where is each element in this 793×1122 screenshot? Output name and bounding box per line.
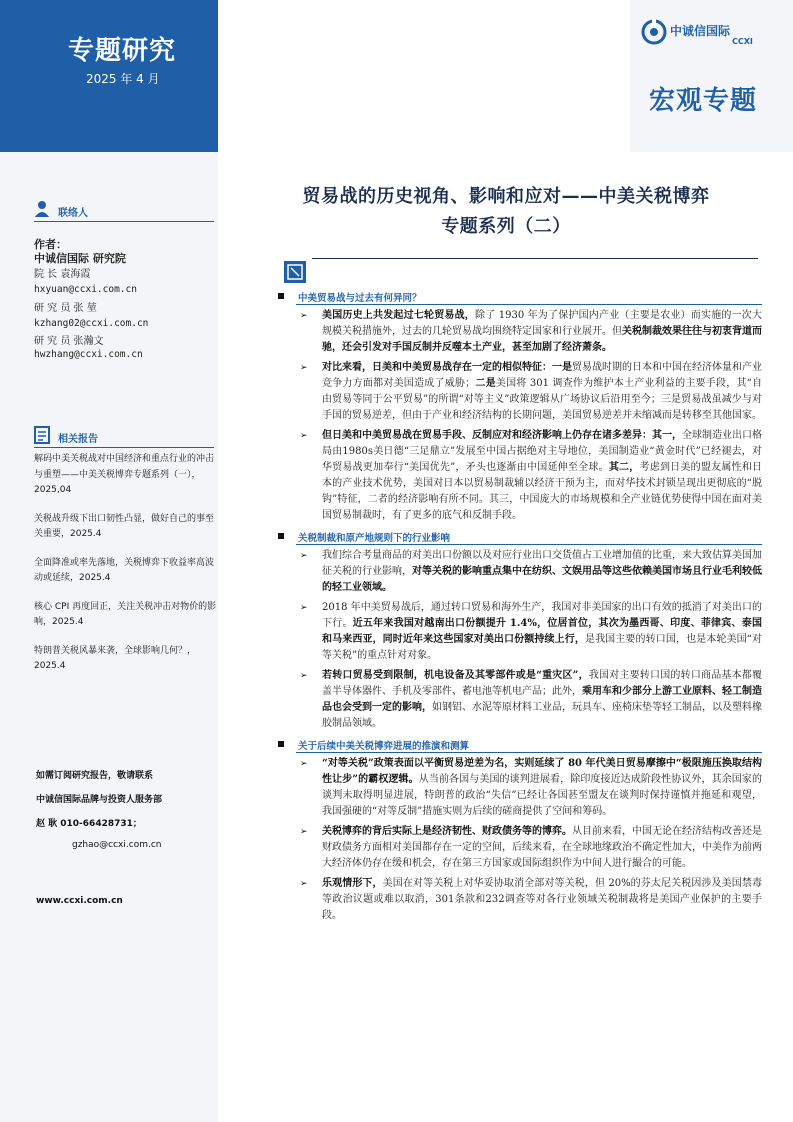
- logo-name: 中诚信国际: [670, 24, 731, 38]
- person-icon: [34, 200, 50, 218]
- related-report-link[interactable]: 特朗普关税风暴来袭，全球影响几何？，2025.4: [34, 645, 197, 671]
- bullet-paragraph: ➢ 关税博弈的背后实际上是经济韧性、财政债务等的博弈。从目前来看，中国无论在经济结构改善还是财政债务方面相对美国都存在一定的空间，后续来看，在全球地缘政治不确定性加大，中美作为前两大经济体仍存在缓和机会，存在第三方国家或国际组织作为中间人进行撮合的可能。: [300, 826, 762, 869]
- divider: [34, 221, 214, 222]
- arrow-bullet-icon: ➢: [300, 551, 308, 561]
- header-banner: [0, 0, 218, 152]
- main-content: [274, 288, 762, 928]
- bullet-square-icon: [278, 741, 284, 747]
- logo-mark-icon: [640, 18, 668, 46]
- subscribe-line: 如需订阅研究报告，敬请联系: [36, 771, 154, 781]
- arrow-bullet-icon: ➢: [300, 759, 308, 769]
- contact-heading: 联络人: [58, 208, 88, 219]
- bullet-paragraph: ➢ 2018 年中美贸易战后，通过转口贸易和海外生产，我国对非美国家的出口有效的抵消了对美出口的下行。近五年来我国对越南出口份额提升 1.4%，位居首位，其次为墨西哥、印度、菲律宾、泰国和马来西亚，同时近年来这些国家对美出口份额持续上行，是我国主要的转口国，也是本轮美国“对等关税”的重点针对对象。: [300, 602, 762, 661]
- author-role: 研 究 员 张瀚文: [34, 336, 104, 347]
- divider: [34, 447, 214, 448]
- contact-email[interactable]: gzhao@ccxi.com.cn: [72, 840, 162, 850]
- bullet-paragraph: ➢ 但日美和中美贸易战在贸易手段、反制应对和经济影响上仍存在诸多差异：其一，全球制造业出口格局由1980s美日德“三足鼎立”发展至中国占据绝对主导地位，美国制造业“黄金时代”已经褪去，对华贸易战更加奉行“美国优先”，矛头也逐渐由中国延伸至全球。其二，考虑到日美的盟友属性和日本的产业技术优势，美国对日本以贸易制裁辅以经济干预为主，而对华技术封锁呈现出更彻底的“脱钩”特征，二者的经济影响有所不同。其三，中国庞大的市场规模和全产业链优势使得中国在面对美国贸易制裁时，有了更多的底气和反制手段。: [300, 430, 762, 521]
- related-report-link[interactable]: 解码中美关税战对中国经济和重点行业的冲击与重塑——中美关税博弈专题系列（一），2025,04: [34, 454, 215, 495]
- header-spacer: [218, 0, 630, 152]
- arrow-bullet-icon: ➢: [300, 827, 308, 837]
- author-email[interactable]: kzhang02@ccxi.com.cn: [34, 318, 149, 329]
- report-category: 专题研究: [68, 36, 177, 66]
- section-heading: 中美贸易战与过去有何异同？: [274, 288, 762, 305]
- section-heading: 关于后续中美关税博弈进展的推演和测算: [274, 736, 762, 753]
- related-report-link[interactable]: 关税战升级下出口韧性凸显，做好自己的事至关重要，2025.4: [34, 513, 215, 539]
- bullet-square-icon: [278, 533, 284, 539]
- contact-section-header: [34, 200, 204, 224]
- arrow-bullet-icon: ➢: [300, 603, 308, 613]
- report-date: 2025 年 4 月: [86, 72, 160, 86]
- section-heading: 关税制裁和原产地规则下的行业影响: [274, 528, 762, 545]
- bullet-paragraph: ➢ 乐观情形下，美国在对等关税上对华妥协取消全部对等关税，但 20%的芬太尼关税因涉及美国禁毒等政治议题或难以取消，301条款和232调查等对各行业领域关税制裁将是美国产业保护的主要手段。: [300, 878, 762, 921]
- arrow-bullet-icon: ➢: [300, 671, 308, 681]
- report-icon: [34, 426, 50, 444]
- website-link[interactable]: www.ccxi.com.cn: [36, 896, 123, 906]
- contact-phone: 赵 耿 010-66428731；: [36, 819, 142, 829]
- report-title: 贸易战的历史视角、影响和应对——中美关税博弈: [302, 186, 710, 207]
- related-report-link[interactable]: 全面降准或率先落地，关税博弈下收益率高波动或延续，2025.4: [34, 557, 215, 583]
- related-report-link[interactable]: 核心 CPI 再度回正，关注关税冲击对物价的影响，2025.4: [34, 601, 217, 627]
- related-heading: 相关报告: [58, 434, 98, 445]
- arrow-bullet-icon: ➢: [300, 431, 308, 441]
- report-type: 宏观专题: [648, 86, 757, 116]
- service-dept: 中诚信国际品牌与投资人服务部: [36, 795, 163, 805]
- author-role: 院 长 袁海霞: [34, 269, 91, 280]
- summary-icon: [284, 261, 306, 283]
- arrow-bullet-icon: ➢: [300, 363, 308, 373]
- bullet-paragraph: ➢ 我们综合考量商品的对美出口份额以及对应行业出口交货值占工业增加值的比重，来大致估算美国加征关税的行业影响，对等关税的影响重点集中在纺织、文娱用品等这些依赖美国市场且行业毛利较低的轻工业领域。: [300, 550, 762, 593]
- arrow-bullet-icon: ➢: [300, 311, 308, 321]
- logo-en: CCXI: [732, 37, 753, 46]
- institute: 中诚信国际 研究院: [34, 252, 126, 265]
- bullet-paragraph: ➢ “对等关税”政策表面以平衡贸易逆差为名，实则延续了 80 年代美日贸易摩擦中“极限施压换取结构性让步”的霸权逻辑。从当前各国与美国的谈判进展看，除印度接近达成阶段性协议外，其余国家的谈判未取得明显进展，特朗普的政治“失信”已经让各国甚至盟友在谈判时保持谨慎并拖延和观望，我国强硬的“对等反制”措施实则为后续的磋商提供了空间和筹码。: [300, 758, 762, 817]
- arrow-bullet-icon: ➢: [300, 879, 308, 889]
- author-label: 作者：: [34, 238, 67, 251]
- bullet-paragraph: ➢ 美国历史上共发起过七轮贸易战，除了 1930 年为了保护国内产业（主要是农业）而实施的一次大规模关税措施外，过去的几轮贸易战均围绕特定国家和行业展开。但关税制裁效果往往与初衷背道而驰，还会引发对手国反制并反噬本土产业，甚至加剧了经济萧条。: [300, 310, 762, 353]
- related-section-header: [34, 426, 204, 450]
- report-subtitle: 专题系列（二）: [441, 216, 571, 237]
- company-logo: [640, 18, 780, 52]
- author-role: 研 究 员 张 堃: [34, 303, 97, 314]
- bullet-square-icon: [278, 293, 284, 299]
- title-divider: [312, 258, 758, 259]
- bullet-paragraph: ➢ 若转口贸易受到限制，机电设备及其零部件或是“重灾区”，我国对主要转口国的转口商品基本都覆盖半导体器件、手机及零部件、蓄电池等机电产品；此外，乘用车和少部分上游工业原料、轻工制造品也会受到一定的影响，如钢铝、水泥等原材料工业品，玩具车、座椅床垫等轻工制品，以及塑料橡胶制品领域。: [300, 670, 763, 729]
- author-email[interactable]: hwzhang@ccxi.com.cn: [34, 349, 143, 360]
- bullet-paragraph: ➢ 对比来看，日美和中美贸易战存在一定的相似特征：一是贸易战时期的日本和中国在经济体量和产业竞争力方面都对美国造成了威胁；二是美国将 301 调查作为维护本土产业利益的主要手段，其“自由贸易等同于公平贸易”的所谓“对等主义”政策逻辑从广场协议后沿用至今；三是贸易战虽减少与对手国的贸易逆差，但由于产业和经济结构的长期问题，美国贸易逆差并未缩减而是转移至其他国家。: [300, 362, 763, 421]
- related-reports-list: [34, 452, 220, 688]
- author-email[interactable]: hxyuan@ccxi.com.cn: [34, 284, 137, 295]
